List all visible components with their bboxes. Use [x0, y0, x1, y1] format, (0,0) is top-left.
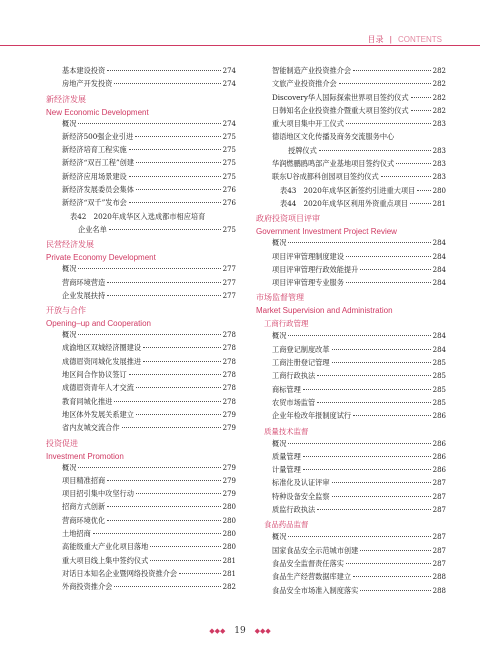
toc-entry-title: 文旅产业投资推介会: [272, 79, 337, 89]
toc-entry[interactable]: [256, 199, 446, 212]
toc-entry-title: 食品安全市场准入制度落实: [272, 585, 359, 595]
dot-leader: [129, 149, 221, 150]
toc-entry[interactable]: [46, 158, 236, 171]
toc-page-number: 287: [432, 506, 446, 515]
subsection-title: 质量技术监督: [264, 426, 309, 436]
dot-leader: [410, 203, 431, 204]
toc-page-number: 281: [432, 199, 446, 208]
toc-entry-title: 省内友城交流合作: [62, 423, 120, 433]
dot-leader: [107, 480, 220, 481]
toc-entry[interactable]: [256, 439, 446, 452]
toc-entry[interactable]: [46, 132, 236, 145]
toc-entry[interactable]: [46, 343, 236, 356]
toc-page-number: 278: [222, 331, 236, 340]
toc-page-number: 288: [432, 573, 446, 582]
toc-entry[interactable]: [46, 291, 236, 304]
toc-page-number: 279: [222, 410, 236, 419]
toc-entry-title: 工商注册登记管理: [272, 358, 330, 368]
toc-page-number: 285: [432, 359, 446, 368]
section-title-en: Opening–up and Cooperation: [46, 319, 151, 329]
toc-entry-title: 特种设备安全监察: [272, 491, 330, 501]
running-header: [367, 34, 442, 45]
toc-entry[interactable]: [46, 225, 236, 238]
dot-leader: [78, 268, 220, 269]
toc-entry[interactable]: [256, 546, 446, 559]
toc-page-number: 286: [432, 439, 446, 448]
toc-entry[interactable]: [256, 505, 446, 518]
toc-page-number: 286: [432, 412, 446, 421]
toc-page-number: 282: [432, 106, 446, 115]
toc-entry-title: 概况: [272, 532, 287, 542]
toc-entry[interactable]: [256, 371, 446, 384]
toc-entry-title: 招商方式创新: [62, 502, 106, 512]
toc-page-number: 286: [432, 466, 446, 475]
dot-leader: [143, 347, 221, 348]
dot-leader: [353, 415, 431, 416]
toc-page-number: 279: [222, 463, 236, 472]
toc-page-number: 280: [222, 516, 236, 525]
toc-entry[interactable]: [46, 357, 236, 370]
footer-ornament-right: ◆◆◆: [254, 627, 271, 635]
toc-entry[interactable]: [46, 502, 236, 515]
toc-entry-title: 新经济应用场景建设: [62, 171, 127, 181]
toc-entry-title: 计量管理: [272, 465, 301, 475]
section-title-cn: 新经济发展: [46, 94, 86, 104]
toc-entry[interactable]: [256, 252, 446, 265]
dot-leader: [107, 506, 220, 507]
dot-leader: [78, 123, 220, 124]
dot-leader: [339, 83, 431, 84]
toc-entry[interactable]: [46, 212, 236, 225]
toc-entry[interactable]: [46, 145, 236, 158]
dot-leader: [114, 401, 220, 402]
toc-entry[interactable]: [46, 582, 236, 595]
toc-entry-title: 项目精准招商: [62, 475, 106, 485]
toc-entry[interactable]: [256, 331, 446, 344]
toc-entry[interactable]: [256, 411, 446, 424]
toc-entry[interactable]: [256, 358, 446, 371]
header-cn: 目录: [367, 35, 384, 44]
toc-entry[interactable]: [256, 66, 446, 79]
dot-leader: [332, 349, 431, 350]
toc-entry-title: 质量管理: [272, 451, 301, 461]
dot-leader: [417, 190, 430, 191]
dot-leader: [303, 389, 431, 390]
toc-entry[interactable]: [46, 410, 236, 423]
toc-entry[interactable]: [256, 385, 446, 398]
toc-entry-title: 营商环境优化: [62, 515, 106, 525]
toc-page-number: 279: [222, 490, 236, 499]
toc-page-number: 274: [222, 67, 236, 75]
header-rule: [0, 45, 480, 46]
toc-entry-title: 成德眉资青年人才交流: [62, 383, 134, 393]
dot-leader: [143, 361, 221, 362]
dot-leader: [411, 97, 431, 98]
toc-page-number: 284: [432, 332, 446, 341]
toc-entry-title: 工商行政执法: [272, 371, 316, 381]
toc-entry-title: 成德眉资同城化发展推进: [62, 356, 142, 366]
dot-leader: [332, 496, 431, 497]
toc-entry-title: 土地招商: [62, 529, 91, 539]
subsection-title: 食品药品监督: [264, 520, 309, 530]
section-title-cn: 民营经济发展: [46, 240, 94, 250]
toc-entry[interactable]: [256, 106, 446, 119]
toc-entry-title: 标准化及认证评审: [272, 478, 330, 488]
dot-leader: [346, 123, 431, 124]
dot-leader: [78, 334, 220, 335]
toc-page-number: 282: [222, 583, 236, 592]
toc-entry-title: 重大项目线上集中签约仪式: [62, 555, 149, 565]
toc-entry-title: 工商登记制度改革: [272, 344, 330, 354]
section-title-cn: 市场监督管理: [256, 293, 304, 303]
toc-page-number: 282: [432, 80, 446, 89]
toc-page-number: 285: [432, 398, 446, 407]
dot-leader: [107, 520, 220, 521]
dot-leader: [317, 402, 430, 403]
toc-entry[interactable]: [256, 146, 446, 159]
dot-leader: [107, 70, 220, 71]
toc-page-number: 278: [222, 357, 236, 366]
dot-leader: [129, 202, 221, 203]
toc-page-number: 277: [222, 291, 236, 300]
toc-entry-title: 新经济“双百工程”创建: [62, 158, 135, 168]
toc-entry[interactable]: [256, 586, 446, 599]
toc-entry-title: 概况: [62, 118, 77, 128]
toc-entry[interactable]: [46, 66, 236, 79]
toc-entry[interactable]: [46, 463, 236, 476]
toc-entry-title: 新经济500强企业引进: [62, 131, 134, 141]
toc-page-number: 275: [222, 172, 236, 181]
toc-page-number: 279: [222, 476, 236, 485]
dot-leader: [129, 176, 221, 177]
dot-leader: [288, 536, 430, 537]
toc-entry[interactable]: [256, 172, 446, 185]
section-title-en: Government Investment Project Review: [256, 227, 397, 237]
dot-leader: [136, 189, 221, 190]
dot-leader: [114, 83, 220, 84]
dot-leader: [396, 163, 430, 164]
toc-entry-title: 食品安全监督责任落实: [272, 558, 344, 568]
toc-entry[interactable]: [256, 465, 446, 478]
toc-entry[interactable]: [46, 556, 236, 569]
dot-leader: [129, 374, 221, 375]
dot-leader: [107, 282, 220, 283]
toc-entry-title: 教育同城化推进: [62, 396, 113, 406]
toc-page-number: 282: [432, 67, 446, 75]
toc-entry[interactable]: [46, 569, 236, 582]
toc-page-number: 275: [222, 225, 236, 234]
toc-entry[interactable]: [46, 330, 236, 343]
toc-entry[interactable]: [46, 278, 236, 291]
toc-entry[interactable]: [46, 79, 236, 92]
toc-page-number: 278: [222, 371, 236, 380]
toc-page-number: 285: [432, 372, 446, 381]
dot-leader: [150, 560, 220, 561]
toc-page-number: 280: [432, 186, 446, 195]
toc-page-number: 283: [432, 160, 446, 169]
section-title-en: Private Economy Development: [46, 253, 156, 263]
toc-entry[interactable]: [46, 383, 236, 396]
toc-entry[interactable]: [256, 532, 446, 545]
toc-entry-title: 智能制造产业投资推介会: [272, 66, 352, 75]
toc-entry[interactable]: [256, 559, 446, 572]
toc-page-number: 284: [432, 252, 446, 261]
toc-entry-title: 营商环境营造: [62, 277, 106, 287]
toc-page-number: 287: [432, 546, 446, 555]
toc-column-left: [46, 66, 236, 596]
toc-page-number: 284: [432, 265, 446, 274]
toc-entry-title: 地区间合作协议签订: [62, 370, 127, 380]
dot-leader: [346, 282, 431, 283]
toc-entry-title: 华润燃鹏鸥鸣部产业基地项目签约仪式: [272, 159, 395, 169]
toc-entry-title: 食品生产经营数据库建立: [272, 572, 352, 582]
toc-entry-title: 概况: [62, 462, 77, 472]
dot-leader: [319, 150, 431, 151]
section-title-cn: 投资促进: [46, 438, 78, 448]
dot-leader: [288, 242, 430, 243]
dot-leader: [136, 162, 221, 163]
toc-entry-title: 日韩知名企业投资推介暨重大项目签约仪式: [272, 105, 409, 115]
section-title-en: Market Supervision and Administration: [256, 306, 393, 316]
toc-page-number: 278: [222, 344, 236, 353]
toc-entry[interactable]: [46, 198, 236, 211]
toc-page-number: 283: [432, 173, 446, 182]
toc-entry-title: 成渝地区双城经济圈建设: [62, 343, 142, 353]
toc-entry-title: 概况: [62, 330, 77, 340]
toc-entry-title: 国家食品安全示范城市创建: [272, 545, 359, 555]
toc-entry-title: 项目评审管理专业服务: [272, 278, 344, 288]
dot-leader: [114, 586, 220, 587]
dot-leader: [332, 482, 431, 483]
dot-leader: [360, 269, 430, 270]
header-en: CONTENTS: [398, 35, 442, 44]
dot-leader: [411, 110, 431, 111]
toc-entry-title: 德语地区文化传播及商务交流服务中心: [272, 132, 395, 142]
toc-entry-title: 企业发展扶持: [62, 290, 106, 300]
toc-entry-title: 新经济培育工程实施: [62, 145, 127, 155]
dot-leader: [93, 533, 221, 534]
toc-entry[interactable]: [256, 452, 446, 465]
toc-entry[interactable]: [46, 489, 236, 502]
toc-page-number: 276: [222, 199, 236, 208]
toc-page-number: 277: [222, 278, 236, 287]
toc-entry-title: 基本建设投资: [62, 66, 106, 75]
toc-entry[interactable]: [256, 79, 446, 92]
toc-page-number: 283: [432, 146, 446, 155]
dot-leader: [353, 70, 431, 71]
toc-entry[interactable]: [46, 423, 236, 436]
toc-page-number: 284: [432, 239, 446, 248]
toc-entry[interactable]: [46, 516, 236, 529]
toc-page-number: 280: [222, 503, 236, 512]
toc-entry[interactable]: [256, 398, 446, 411]
section-title-cn: 开放与合作: [46, 306, 86, 316]
header-separator: |: [389, 35, 392, 44]
toc-entry[interactable]: [256, 132, 446, 145]
toc-entry-title: 高能级重大产业化项目落地: [62, 542, 149, 552]
toc-entry[interactable]: [256, 238, 446, 251]
toc-entry[interactable]: [256, 278, 446, 291]
dot-leader: [381, 176, 431, 177]
dot-leader: [150, 546, 220, 547]
toc-entry-title: 新经济“双千”发布会: [62, 198, 127, 208]
dot-leader: [332, 362, 431, 363]
dot-leader: [179, 573, 221, 574]
toc-page-number: 279: [222, 424, 236, 433]
toc-entry-title: 外商投资推介会: [62, 582, 113, 592]
toc-entry-title: 概况: [62, 264, 77, 274]
section-title-en: Investment Promotion: [46, 451, 124, 461]
toc-entry[interactable]: [256, 572, 446, 585]
toc-page-number: 287: [432, 533, 446, 542]
toc-page-number: 287: [432, 492, 446, 501]
dot-leader: [109, 229, 221, 230]
dot-leader: [360, 550, 430, 551]
toc-page-number: 287: [432, 479, 446, 488]
dot-leader: [346, 563, 431, 564]
dot-leader: [107, 295, 220, 296]
toc-entry[interactable]: [46, 529, 236, 542]
toc-entry-title: 表42 2020年成华区入选成都市相应培育: [70, 211, 206, 221]
toc-entry-title: 农贸市场监管: [272, 397, 316, 407]
toc-page-number: 280: [222, 543, 236, 552]
toc-page-number: 274: [222, 119, 236, 128]
toc-page-number: 281: [222, 556, 236, 565]
toc-entry[interactable]: [46, 264, 236, 277]
dot-leader: [303, 469, 431, 470]
toc-entry-title: 企业年检改年报制度试行: [272, 411, 352, 421]
toc-page-number: 286: [432, 452, 446, 461]
toc-entry-title: 联东U谷成都科创园项目签约仪式: [272, 172, 379, 182]
toc-entry-title: 表44 2020年成华区利用外资重点项目: [280, 198, 409, 208]
dot-leader: [303, 456, 431, 457]
toc-entry-title: 项目招引集中攻坚行动: [62, 489, 134, 499]
toc-entry-title: 重大项目集中开工仪式: [272, 119, 344, 129]
toc-page-number: 278: [222, 397, 236, 406]
dot-leader: [346, 256, 431, 257]
dot-leader: [353, 576, 431, 577]
toc-entry-title: 表43 2020年成华区新签约引进重大项目: [280, 185, 416, 195]
toc-entry[interactable]: [46, 172, 236, 185]
toc-page-number: 275: [222, 132, 236, 141]
section-title-en: New Economic Development: [46, 107, 149, 117]
toc-page-number: 285: [432, 385, 446, 394]
toc-entry-title: 质监行政执法: [272, 505, 316, 515]
page-number: 19: [234, 626, 246, 636]
toc-entry-title: 对话日本知名企业暨网络投资推介会: [62, 568, 178, 578]
toc-entry-title: 概况: [272, 438, 287, 448]
toc-entry[interactable]: [46, 185, 236, 198]
toc-entry[interactable]: [46, 542, 236, 555]
toc-entry-title: 项目评审管理行政效能提升: [272, 264, 359, 274]
toc-entry-title: 商标管理: [272, 384, 301, 394]
toc-entry[interactable]: [256, 93, 446, 106]
page-footer: [0, 626, 480, 636]
dot-leader: [136, 387, 221, 388]
toc-entry[interactable]: [256, 186, 446, 199]
toc-page-number: 275: [222, 146, 236, 155]
toc-entry[interactable]: [46, 476, 236, 489]
section-title-cn: 政府投资项目评审: [256, 214, 320, 224]
toc-entry[interactable]: [46, 119, 236, 132]
toc-page-number: 275: [222, 159, 236, 168]
toc-entry-title: 新经济发展委员会集体: [62, 185, 134, 195]
toc-page-number: 274: [222, 80, 236, 89]
toc-entry-title: 地区体外发展关系建立: [62, 409, 134, 419]
dot-leader: [78, 467, 220, 468]
toc-page-number: 277: [222, 265, 236, 274]
toc-entry-title: 概况: [272, 238, 287, 248]
dot-leader: [360, 590, 430, 591]
toc-entry[interactable]: [256, 265, 446, 278]
toc-entry[interactable]: [256, 345, 446, 358]
toc-entry[interactable]: [256, 492, 446, 505]
footer-ornament-left: ◆◆◆: [209, 627, 226, 635]
toc-entry[interactable]: [256, 159, 446, 172]
dot-leader: [288, 335, 430, 336]
toc-page-number: 281: [222, 569, 236, 578]
toc-page-number: 284: [432, 279, 446, 288]
toc-entry-title: 企业名单: [78, 224, 107, 234]
dot-leader: [136, 493, 221, 494]
dot-leader: [122, 427, 221, 428]
dot-leader: [135, 136, 220, 137]
toc-page-number: 287: [432, 559, 446, 568]
toc-entry[interactable]: [256, 119, 446, 132]
toc-entry[interactable]: [46, 397, 236, 410]
dot-leader: [136, 414, 221, 415]
subsection-title: 工商行政管理: [264, 319, 309, 329]
toc-page-number: 284: [432, 345, 446, 354]
toc-entry-title: 授牌仪式: [288, 145, 317, 155]
toc-entry-title: 项目评审管理制度建设: [272, 251, 344, 261]
toc-entry-title: 房地产开发投资: [62, 79, 113, 89]
toc-page-number: 283: [432, 120, 446, 129]
toc-page-number: 280: [222, 530, 236, 539]
toc-entry[interactable]: [46, 370, 236, 383]
toc-page-number: 288: [432, 586, 446, 595]
toc-page-number: 282: [432, 93, 446, 102]
dot-leader: [317, 375, 430, 376]
dot-leader: [288, 443, 430, 444]
toc-entry-title: Discovery华人国际探索世界项目签约仪式: [272, 92, 409, 102]
toc-page-number: 278: [222, 384, 236, 393]
dot-leader: [317, 509, 430, 510]
toc-entry-title: 概况: [272, 331, 287, 341]
toc-page-number: 276: [222, 186, 236, 195]
toc-entry[interactable]: [256, 478, 446, 491]
toc-column-right: [256, 66, 446, 599]
